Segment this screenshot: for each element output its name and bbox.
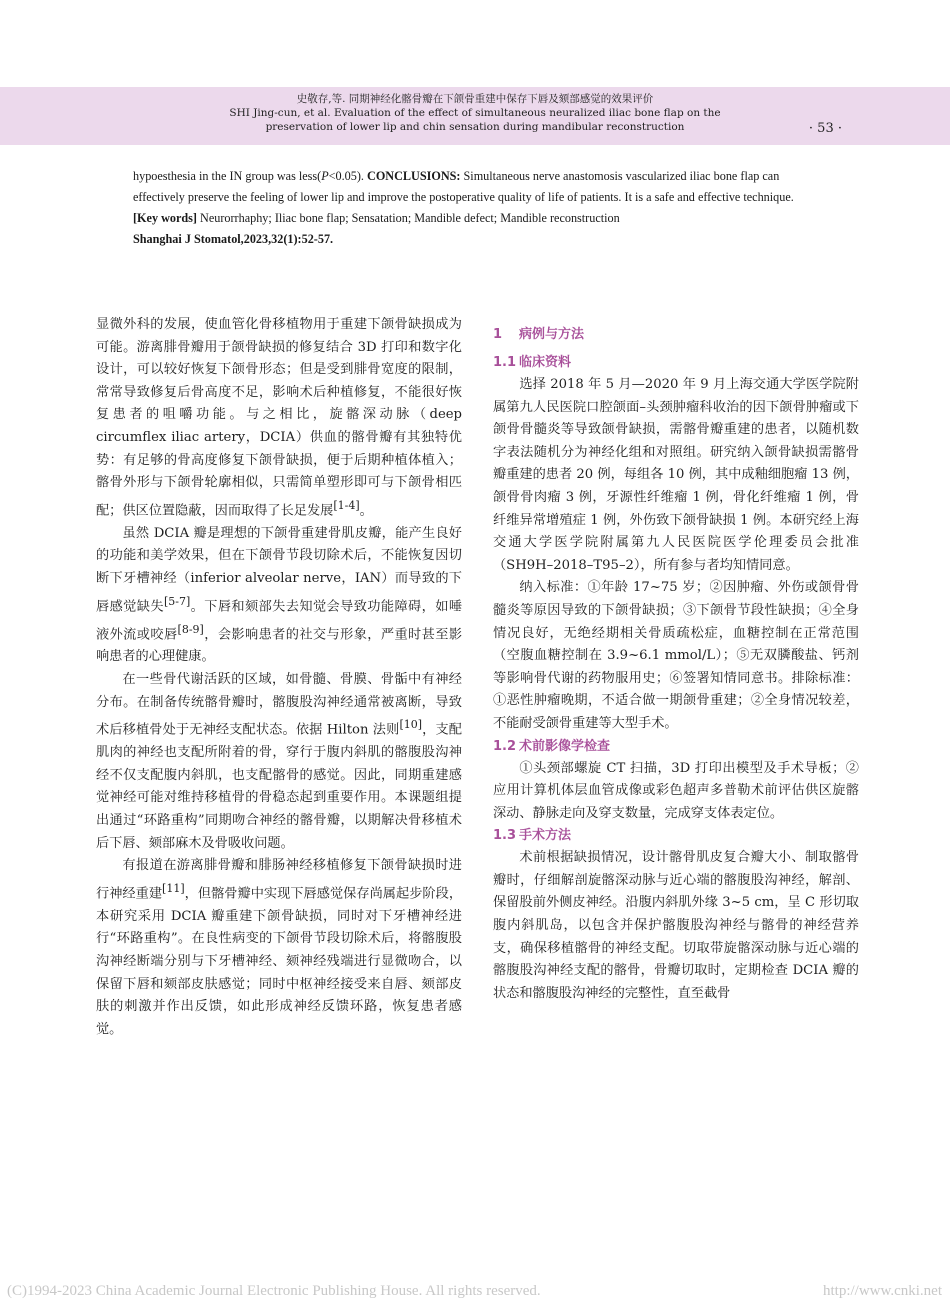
paragraph-text: 在一些骨代谢活跃的区域，如骨髓、骨膜、骨骺中有神经分布。在制备传统髂骨瓣时，髂腹股沟神经通常被离断，导致术后移植骨处于无神经支配状态。依据 Hilton 法则 bbox=[96, 672, 462, 738]
section-number: 1.1 bbox=[493, 355, 517, 370]
section-number: 1 bbox=[493, 327, 503, 342]
section-heading-1 bbox=[493, 324, 859, 346]
cnki-link[interactable]: http://www.cnki.net bbox=[822, 1283, 942, 1299]
subsection-heading-1-3 bbox=[493, 825, 859, 847]
paragraph-text: 。下唇和颏部失去知觉会导致功能障碍，如唾液外流或咬唇 bbox=[96, 598, 463, 642]
conclusions-label: CONCLUSIONS: bbox=[367, 169, 461, 183]
citation-ref: [8-9] bbox=[177, 622, 204, 636]
running-header bbox=[200, 92, 750, 134]
paragraph-text: 。 bbox=[359, 503, 373, 519]
results-text-end: <0.05). bbox=[328, 169, 368, 183]
section-number: 1.2 bbox=[493, 738, 517, 754]
abstract-continuation bbox=[133, 166, 833, 250]
keywords-label: [Key words] bbox=[133, 211, 197, 225]
paragraph: 术前根据缺损情况，设计髂骨肌皮复合瓣大小、制取髂骨瓣时，仔细解剖旋髂深动脉与近心端的髂腹股沟神经，解剖、保留股前外侧皮神经。沿腹内斜肌外缘 3~5 cm，呈 C 形切取腹内斜肌岛，以包含并保护髂腹股沟神经与髂骨的神经营养支，确保移植髂骨的神经支配。切取带旋髂深动脉与近心端的髂腹股沟神经支配的髂骨，骨瓣切取时，定期检查 DCIA 瓣的状态和髂腹股沟神经的完整性，直至截骨 bbox=[493, 850, 859, 1001]
copyright-text: (C)1994-2023 China Academic Journal Electronic Publishing House. All rights reserved. bbox=[7, 1283, 541, 1299]
paragraph: 选择 2018 年 5 月—2020 年 9 月上海交通大学医学院附属第九人民医院口腔颌面–头颈肿瘤科收治的因下颌骨肿瘤或下颌骨骨髓炎等导致颌骨缺损，需髂骨瓣重建的患者，以随机数字表法随机分为神经化组和对照组。研究纳入颌骨缺损需髂骨瓣重建的患者 20 例，每组各 10 例，其中成釉细胞瘤 13 例，颌骨骨肉瘤 3 例，牙源性纤维瘤 1 例，骨化纤维瘤 1 例，骨纤维异常增殖症 1 例，外伤致下颌骨缺损 1 例。本研究经上海交通大学医学院附属第九人民医院医学伦理委员会批准（SH9H–2018–T95–2），所有参与者均知情同意。 bbox=[493, 377, 859, 573]
keywords bbox=[133, 208, 833, 229]
subsection-heading-1-1 bbox=[493, 352, 859, 374]
paragraph: 纳入标准：①年龄 17~75 岁；②因肿瘤、外伤或颌骨骨髓炎等原因导致的下颌骨缺损；③下颌骨节段性缺损；④全身情况良好，无绝经期相关骨质疏松症，血糖控制在正常范围（空腹血糖控制在 3.9~6.1 mmol/L）；⑤无双膦酸盐、钙剂等影响骨代谢的药物服用史；⑥签署知情同意书。排除标准：①恶性肿瘤晚期，不适合做一期颌骨重建；②全身情况较差，不能耐受颌骨重建等大型手术。 bbox=[493, 580, 859, 731]
paragraph: ①头颈部螺旋 CT 扫描，3D 打印出模型及手术导板；②应用计算机体层血管成像或彩色超声多普勒术前评估供区旋髂深动、静脉走向及穿支数量，完成穿支体表定位。 bbox=[493, 760, 859, 821]
paragraph bbox=[96, 523, 462, 669]
header-english-title-1: SHI Jing-cun, et al. Evaluation of the effect of simultaneous neuralized iliac bone flap on the bbox=[229, 107, 721, 119]
paragraph-text: ，会影响患者的社交与形象，严重时甚至影响患者的心理健康。 bbox=[96, 626, 463, 665]
citation-ref: [11] bbox=[162, 881, 185, 895]
citation-text: Shanghai J Stomatol,2023,32(1):52-57. bbox=[133, 232, 334, 246]
paragraph-text: 虽然 DCIA 瓣是理想的下颌骨重建骨肌皮瓣，能产生良好的功能和美学效果，但在下颌骨节段切除术后，不能恢复因切断下牙槽神经（inferior alveolar nerve，IAN）而导致的下唇感觉缺失 bbox=[96, 525, 462, 614]
citation bbox=[133, 229, 833, 250]
page-number: · 53 · bbox=[808, 121, 842, 136]
right-column bbox=[493, 314, 859, 1005]
section-title: 术前影像学检查 bbox=[519, 738, 611, 754]
paragraph bbox=[96, 855, 462, 1041]
paragraph-text: ，支配肌肉的神经也支配所附着的骨，穿行于腹内斜肌的髂腹股沟神经不仅支配腹内斜肌，也支配髂骨的感觉。因此，同期重建感觉神经可能对维持移植骨的骨稳态起到重要作用。本课题组提出通过“环路重构”同期吻合神经的髂骨瓣，以期解决骨移植术后下唇、颏部麻木及骨吸收问题。 bbox=[96, 722, 462, 851]
citation-ref: [5-7] bbox=[163, 594, 191, 608]
header-english-title-2: preservation of lower lip and chin sensation during mandibular reconstruction bbox=[265, 121, 685, 133]
p-symbol: P bbox=[321, 169, 329, 183]
section-title: 临床资料 bbox=[519, 355, 572, 370]
keywords-text: Neurorrhaphy; Iliac bone flap; Sensatation; Mandible defect; Mandible reconstruction bbox=[196, 211, 620, 225]
citation-ref: [1-4] bbox=[333, 498, 360, 512]
paragraph-text: 显微外科的发展，使血管化骨移植物用于重建下颌骨缺损成为可能。游离腓骨瓣用于颌骨缺损的修复结合 3D 打印和数字化设计，可以较好恢复下颌骨形态；但是受到腓骨宽度的限制，常常导致修复后骨高度不足，影响术后种植修复，不能很好恢复患者的咀嚼功能。与之相比，旋髂深动脉（deep circumflex iliac artery，DCIA）供血的髂骨瓣有其独特优势：有足够的骨高度修复下颌骨缺损，便于后期种植体植入；髂骨外形与下颌骨轮廓相似，只需简单塑形即可与下颌骨相匹配；供区位置隐蔽，因而取得了长足发展 bbox=[96, 317, 462, 519]
abstract-results-conclusions bbox=[133, 166, 833, 208]
section-title: 手术方法 bbox=[519, 828, 572, 844]
header-chinese-title: 史敬存,等. 同期神经化髂骨瓣在下颌骨重建中保存下唇及颏部感觉的效果评价 bbox=[296, 93, 654, 105]
section-title: 病例与方法 bbox=[519, 327, 585, 342]
conclusions-text: Simultaneous nerve anastomosis vascularized iliac bone flap can effectively preserve the feeling of lower lip and improve the postoperative quality of life of patients. It is a safe and effective technique. bbox=[133, 169, 794, 204]
left-column bbox=[96, 314, 462, 1041]
paragraph bbox=[96, 669, 462, 855]
results-text: hypoesthesia in the IN group was less( bbox=[133, 169, 322, 183]
subsection-heading-1-2 bbox=[493, 736, 859, 758]
paragraph-text: 有报道在游离腓骨瓣和腓肠神经移植修复下颌骨缺损时进行神经重建 bbox=[96, 858, 462, 902]
paragraph-text: ，但髂骨瓣中实现下唇感觉保存尚属起步阶段，本研究采用 DCIA 瓣重建下颌骨缺损，同时对下牙槽神经进行“环路重构”。在良性病变的下颌骨节段切除术后，将髂腹股沟神经断端分别与下牙槽神经、颏神经残端进行显微吻合，以保留下唇和颏部皮肤感觉；同时中枢神经接受来自唇、颏部皮肤的刺激并作出反馈，如此形成神经反馈环路，恢复患者感觉。 bbox=[96, 886, 463, 1037]
paragraph bbox=[96, 314, 462, 523]
section-number: 1.3 bbox=[493, 828, 517, 844]
citation-ref: [10] bbox=[399, 718, 423, 732]
